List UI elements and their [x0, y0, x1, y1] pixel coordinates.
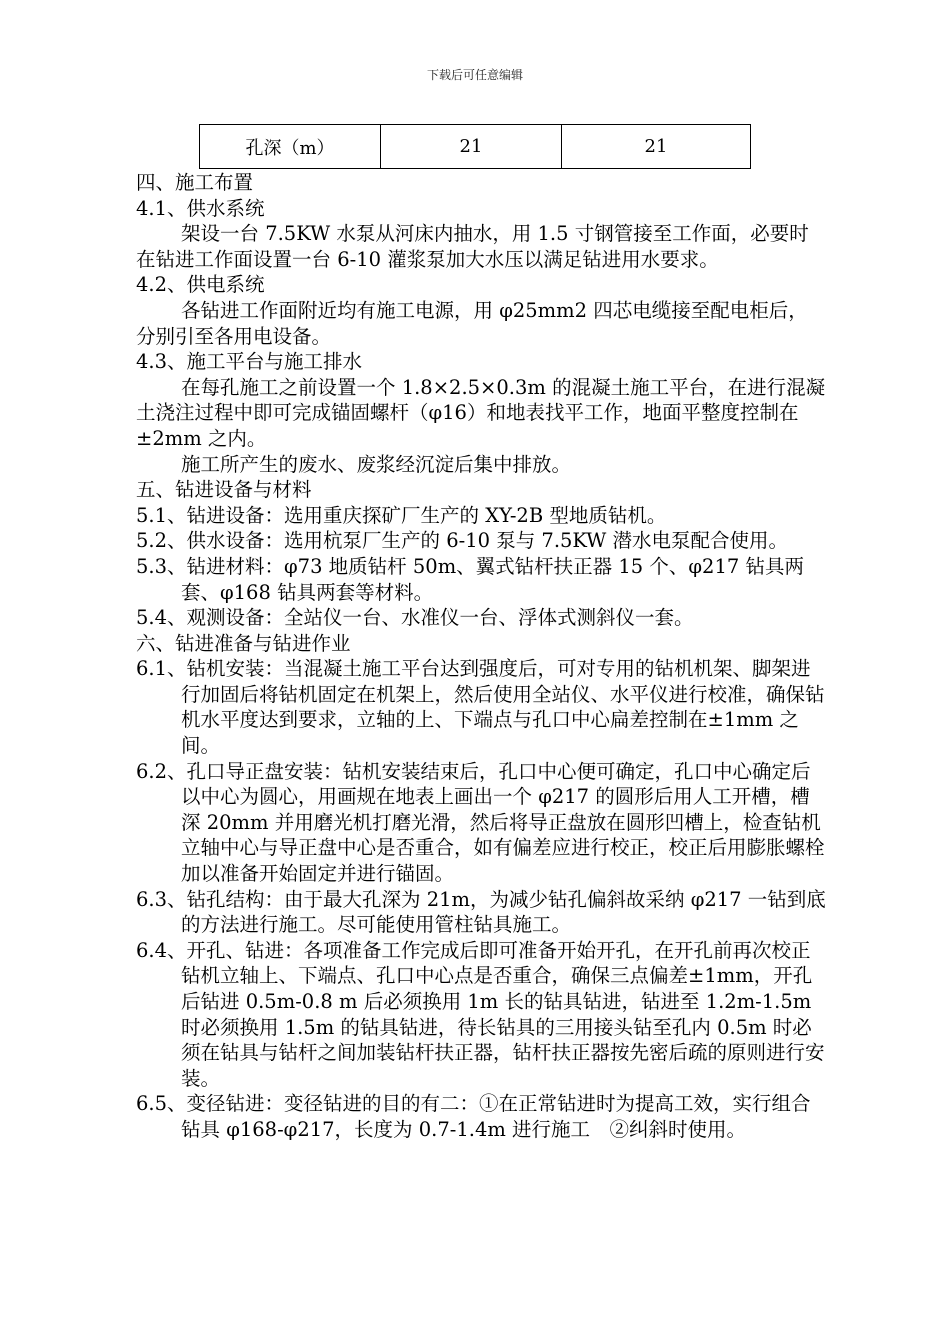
- paragraph: 架设一台 7.5KW 水泵从河床内抽水，用 1.5 寸钢管接至工作面，必要时在钻进工作面设置一台 6-10 灌浆泵加大水压以满足钻进用水要求。: [136, 222, 809, 271]
- paragraph: 施工所产生的废水、废浆经沉淀后集中排放。: [181, 452, 572, 476]
- page-header: 下载后可任意编辑: [426, 68, 523, 82]
- list-item: 6.5、变径钻进：变径钻进的目的有二：①在正常钻进时为提高工效，实行组合钻具 φ168-φ217，长度为 0.7-1.4m 进行施工 ②纠斜时使用。: [136, 1092, 811, 1141]
- table-cell-label: 孔深（m）: [200, 125, 381, 169]
- subsection-heading: 4.1、供水系统: [136, 196, 265, 220]
- table-cell-value: 21: [381, 125, 562, 169]
- list-item: 6.1、钻机安装：当混凝土施工平台达到强度后，可对专用的钻机机架、脚架进行加固后将钻机固定在机架上，然后使用全站仪、水平仪进行校准，确保钻机水平度达到要求，立轴的上、下端点与孔口中心扁差控制在±1mm 之间。: [136, 657, 825, 758]
- section-heading: 五、钻进设备与材料: [136, 478, 312, 502]
- table-row: [200, 125, 751, 169]
- subsection-heading: 4.3、施工平台与施工排水: [136, 350, 363, 374]
- list-item: 6.4、开孔、钻进：各项准备工作完成后即可准备开始开孔，在开孔前再次校正钻机立轴上、下端点、孔口中心点是否重合，确保三点偏差±1mm，开孔后钻进 0.5m-0.8 m 后必须换用 1m 长的钻具钻进，钻进至 1.2m-1.5m 时必须换用 1.5m 的钻具钻进，待长钻具的三用接头钻至孔内 0.5m 时必须在钻具与钻杆之间加装钻杆扶正器，钻杆扶正器按先密后疏的原则进行安装。: [136, 938, 825, 1090]
- section-heading: 四、施工布置: [136, 171, 254, 194]
- list-item: 6.2、孔口导正盘安装：钻机安装结束后，孔口中心便可确定，孔口中心确定后以中心为圆心，用画规在地表上画出一个 φ217 的圆形后用人工开槽，槽深 20mm 并用磨光机打磨光滑，然后将导正盘放在圆形凹槽上，检查钻机立轴中心与导正盘中心是否重合，如有偏差应进行校正，校正后用膨胀螺栓加以准备开始固定并进行锚固。: [136, 759, 825, 886]
- section-heading: 六、钻进准备与钻进作业: [136, 631, 351, 655]
- paragraph: 在每孔施工之前设置一个 1.8×2.5×0.3m 的混凝土施工平台，在进行混凝土浇注过程中即可完成锚固螺杆（φ16）和地表找平工作，地面平整度控制在±2mm 之内。: [136, 375, 826, 450]
- paragraph: 各钻进工作面附近均有施工电源，用 φ25mm2 四芯电缆接至配电柜后，分别引至各用电设备。: [136, 298, 808, 348]
- list-item: 5.3、钻进材料：φ73 地质钻杆 50m、翼式钻杆扶正器 15 个、φ217 钻具两套、φ168 钻具两套等材料。: [136, 554, 804, 604]
- list-item: 5.2、供水设备：选用杭泵厂生产的 6-10 泵与 7.5KW 潜水电泵配合使用。: [136, 529, 789, 553]
- depth-table: [199, 124, 751, 169]
- list-item: 6.3、钻孔结构：由于最大孔深为 21m，为减少钻孔偏斜故采纳 φ217 一钻到底的方法进行施工。尽可能使用管柱钻具施工。: [136, 887, 826, 937]
- list-item: 5.1、钻进设备：选用重庆探矿厂生产的 XY-2B 型地质钻机。: [136, 503, 667, 527]
- subsection-heading: 4.2、供电系统: [136, 273, 265, 297]
- list-item: 5.4、观测设备：全站仪一台、水准仪一台、浮体式测斜仪一套。: [136, 606, 694, 630]
- document-body: [136, 170, 826, 1143]
- table-cell-value: 21: [562, 125, 751, 169]
